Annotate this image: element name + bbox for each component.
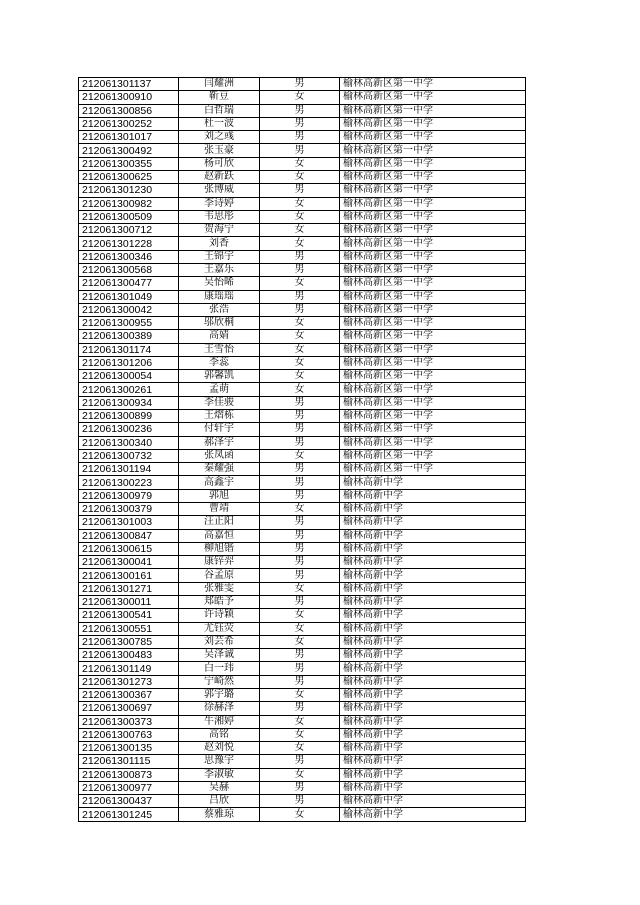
cell-exam-number: 212061301245	[79, 808, 179, 821]
cell-school: 榆林高新中学	[340, 742, 526, 755]
table-row	[79, 396, 526, 409]
table-row	[79, 104, 526, 117]
cell-student-name: 蔡雅琼	[179, 808, 260, 821]
cell-exam-number: 212061300899	[79, 410, 179, 423]
table-row	[79, 117, 526, 130]
cell-exam-number: 212061300492	[79, 144, 179, 157]
cell-exam-number: 212061300732	[79, 449, 179, 462]
cell-exam-number: 212061300977	[79, 781, 179, 794]
cell-student-name: 吴怡晞	[179, 277, 260, 290]
cell-exam-number: 212061300346	[79, 250, 179, 263]
cell-exam-number: 212061301174	[79, 343, 179, 356]
cell-school: 榆林高新中学	[340, 556, 526, 569]
cell-gender: 男	[260, 436, 340, 449]
cell-gender: 男	[260, 250, 340, 263]
cell-exam-number: 212061301206	[79, 356, 179, 369]
table-row	[79, 582, 526, 595]
cell-gender: 男	[260, 184, 340, 197]
table-row	[79, 556, 526, 569]
cell-student-name: 郑皓予	[179, 595, 260, 608]
cell-exam-number: 212061300615	[79, 542, 179, 555]
cell-student-name: 王熠栋	[179, 410, 260, 423]
cell-exam-number: 212061301149	[79, 662, 179, 675]
cell-gender: 女	[260, 210, 340, 223]
cell-student-name: 张凤函	[179, 449, 260, 462]
cell-school: 榆林高新中学	[340, 755, 526, 768]
cell-student-name: 白一玮	[179, 662, 260, 675]
cell-gender: 男	[260, 755, 340, 768]
cell-exam-number: 212061300135	[79, 742, 179, 755]
table-row	[79, 224, 526, 237]
cell-school: 榆林高新区第一中学	[340, 78, 526, 91]
table-row	[79, 423, 526, 436]
cell-exam-number: 212061300568	[79, 263, 179, 276]
cell-school: 榆林高新区第一中学	[340, 410, 526, 423]
cell-student-name: 尤钰荧	[179, 622, 260, 635]
cell-school: 榆林高新区第一中学	[340, 330, 526, 343]
cell-school: 榆林高新区第一中学	[340, 131, 526, 144]
cell-gender: 男	[260, 303, 340, 316]
cell-gender: 女	[260, 356, 340, 369]
cell-exam-number: 212061300054	[79, 370, 179, 383]
table-row	[79, 250, 526, 263]
table-row	[79, 383, 526, 396]
cell-exam-number: 212061301228	[79, 237, 179, 250]
table-row	[79, 303, 526, 316]
cell-school: 榆林高新区第一中学	[340, 210, 526, 223]
table-row	[79, 795, 526, 808]
table-row	[79, 755, 526, 768]
table-row	[79, 131, 526, 144]
table-row	[79, 237, 526, 250]
cell-school: 榆林高新区第一中学	[340, 104, 526, 117]
cell-gender: 男	[260, 463, 340, 476]
cell-student-name: 高婧	[179, 330, 260, 343]
cell-gender: 男	[260, 290, 340, 303]
cell-gender: 女	[260, 622, 340, 635]
cell-gender: 男	[260, 675, 340, 688]
cell-gender: 女	[260, 91, 340, 104]
cell-gender: 男	[260, 144, 340, 157]
table-row	[79, 410, 526, 423]
cell-gender: 男	[260, 649, 340, 662]
cell-exam-number: 212061301273	[79, 675, 179, 688]
cell-student-name: 王锦宇	[179, 250, 260, 263]
cell-student-name: 李蕊	[179, 356, 260, 369]
cell-exam-number: 212061300041	[79, 556, 179, 569]
cell-gender: 女	[260, 237, 340, 250]
cell-exam-number: 212061300379	[79, 503, 179, 516]
cell-exam-number: 212061300955	[79, 317, 179, 330]
cell-gender: 女	[260, 330, 340, 343]
cell-exam-number: 212061300509	[79, 210, 179, 223]
cell-student-name: 靳豆	[179, 91, 260, 104]
cell-student-name: 杨可欣	[179, 157, 260, 170]
table-row	[79, 356, 526, 369]
cell-student-name: 李淑敏	[179, 768, 260, 781]
cell-school: 榆林高新区第一中学	[340, 436, 526, 449]
cell-gender: 男	[260, 263, 340, 276]
cell-gender: 女	[260, 742, 340, 755]
cell-exam-number: 212061300483	[79, 649, 179, 662]
cell-school: 榆林高新中学	[340, 728, 526, 741]
cell-gender: 男	[260, 595, 340, 608]
table-row	[79, 781, 526, 794]
table-row	[79, 728, 526, 741]
table-row	[79, 91, 526, 104]
cell-exam-number: 212061300252	[79, 117, 179, 130]
cell-student-name: 思豫宇	[179, 755, 260, 768]
cell-exam-number: 212061300551	[79, 622, 179, 635]
cell-exam-number: 212061300712	[79, 224, 179, 237]
cell-school: 榆林高新区第一中学	[340, 449, 526, 462]
cell-gender: 女	[260, 635, 340, 648]
cell-exam-number: 212061300340	[79, 436, 179, 449]
cell-school: 榆林高新中学	[340, 635, 526, 648]
cell-gender: 女	[260, 197, 340, 210]
table-row	[79, 343, 526, 356]
cell-gender: 男	[260, 489, 340, 502]
cell-school: 榆林高新中学	[340, 688, 526, 701]
cell-exam-number: 212061300373	[79, 715, 179, 728]
cell-gender: 女	[260, 503, 340, 516]
cell-school: 榆林高新中学	[340, 662, 526, 675]
cell-school: 榆林高新区第一中学	[340, 263, 526, 276]
cell-exam-number: 212061301017	[79, 131, 179, 144]
cell-gender: 女	[260, 609, 340, 622]
cell-exam-number: 212061300541	[79, 609, 179, 622]
cell-school: 榆林高新区第一中学	[340, 423, 526, 436]
cell-gender: 女	[260, 370, 340, 383]
cell-school: 榆林高新区第一中学	[340, 237, 526, 250]
cell-gender: 男	[260, 662, 340, 675]
cell-gender: 女	[260, 170, 340, 183]
cell-gender: 男	[260, 529, 340, 542]
cell-exam-number: 212061300910	[79, 91, 179, 104]
cell-student-name: 郝泽宇	[179, 436, 260, 449]
cell-school: 榆林高新区第一中学	[340, 91, 526, 104]
cell-student-name: 康锌羿	[179, 556, 260, 569]
cell-student-name: 曹靖	[179, 503, 260, 516]
cell-exam-number: 212061300934	[79, 396, 179, 409]
cell-exam-number: 212061300856	[79, 104, 179, 117]
cell-school: 榆林高新中学	[340, 781, 526, 794]
cell-student-name: 吴赫	[179, 781, 260, 794]
cell-school: 榆林高新中学	[340, 622, 526, 635]
cell-school: 榆林高新中学	[340, 649, 526, 662]
cell-school: 榆林高新区第一中学	[340, 170, 526, 183]
cell-school: 榆林高新区第一中学	[340, 250, 526, 263]
cell-school: 榆林高新区第一中学	[340, 290, 526, 303]
cell-student-name: 邬欣桐	[179, 317, 260, 330]
cell-exam-number: 212061301003	[79, 516, 179, 529]
cell-exam-number: 212061300477	[79, 277, 179, 290]
cell-gender: 男	[260, 117, 340, 130]
cell-gender: 女	[260, 224, 340, 237]
table-row	[79, 715, 526, 728]
cell-school: 榆林高新中学	[340, 675, 526, 688]
table-row	[79, 489, 526, 502]
cell-gender: 男	[260, 781, 340, 794]
table-row	[79, 649, 526, 662]
cell-exam-number: 212061300763	[79, 728, 179, 741]
cell-student-name: 高鑫宇	[179, 476, 260, 489]
cell-student-name: 宁崎然	[179, 675, 260, 688]
cell-school: 榆林高新中学	[340, 476, 526, 489]
cell-exam-number: 212061300042	[79, 303, 179, 316]
table-row	[79, 569, 526, 582]
cell-student-name: 秦耀强	[179, 463, 260, 476]
cell-exam-number: 212061301137	[79, 78, 179, 91]
cell-student-name: 牛湘婷	[179, 715, 260, 728]
cell-school: 榆林高新区第一中学	[340, 463, 526, 476]
cell-school: 榆林高新中学	[340, 529, 526, 542]
table-row	[79, 170, 526, 183]
cell-school: 榆林高新区第一中学	[340, 157, 526, 170]
cell-school: 榆林高新中学	[340, 569, 526, 582]
cell-exam-number: 212061300261	[79, 383, 179, 396]
cell-school: 榆林高新区第一中学	[340, 184, 526, 197]
cell-school: 榆林高新区第一中学	[340, 303, 526, 316]
cell-gender: 男	[260, 396, 340, 409]
cell-exam-number: 212061300873	[79, 768, 179, 781]
cell-exam-number: 212061300437	[79, 795, 179, 808]
cell-exam-number: 212061301271	[79, 582, 179, 595]
cell-school: 榆林高新区第一中学	[340, 224, 526, 237]
table-row	[79, 516, 526, 529]
cell-student-name: 刘香	[179, 237, 260, 250]
cell-student-name: 郭宇璐	[179, 688, 260, 701]
cell-gender: 女	[260, 157, 340, 170]
cell-school: 榆林高新区第一中学	[340, 317, 526, 330]
cell-student-name: 张玉豪	[179, 144, 260, 157]
cell-school: 榆林高新中学	[340, 702, 526, 715]
cell-exam-number: 212061300355	[79, 157, 179, 170]
table-row	[79, 210, 526, 223]
cell-exam-number: 212061300389	[79, 330, 179, 343]
cell-school: 榆林高新中学	[340, 595, 526, 608]
cell-gender: 男	[260, 702, 340, 715]
table-row	[79, 635, 526, 648]
cell-student-name: 闫耀洲	[179, 78, 260, 91]
cell-exam-number: 212061300011	[79, 595, 179, 608]
cell-exam-number: 212061301230	[79, 184, 179, 197]
cell-gender: 女	[260, 383, 340, 396]
table-row	[79, 595, 526, 608]
cell-gender: 女	[260, 343, 340, 356]
table-row	[79, 808, 526, 821]
cell-school: 榆林高新区第一中学	[340, 117, 526, 130]
table-row	[79, 449, 526, 462]
table-row	[79, 277, 526, 290]
cell-student-name: 郭馨凯	[179, 370, 260, 383]
cell-exam-number: 212061301115	[79, 755, 179, 768]
table-row	[79, 263, 526, 276]
cell-gender: 女	[260, 317, 340, 330]
cell-student-name: 孟萌	[179, 383, 260, 396]
table-row	[79, 702, 526, 715]
cell-exam-number: 212061300367	[79, 688, 179, 701]
cell-gender: 女	[260, 277, 340, 290]
cell-student-name: 张博威	[179, 184, 260, 197]
cell-student-name: 柳旭锴	[179, 542, 260, 555]
table-row	[79, 78, 526, 91]
cell-school: 榆林高新中学	[340, 808, 526, 821]
cell-student-name: 赵刘悦	[179, 742, 260, 755]
cell-student-name: 贺海宁	[179, 224, 260, 237]
cell-gender: 女	[260, 728, 340, 741]
cell-student-name: 付轩宇	[179, 423, 260, 436]
cell-school: 榆林高新中学	[340, 516, 526, 529]
cell-school: 榆林高新区第一中学	[340, 343, 526, 356]
cell-student-name: 王嘉乐	[179, 263, 260, 276]
cell-student-name: 谷孟原	[179, 569, 260, 582]
cell-school: 榆林高新区第一中学	[340, 356, 526, 369]
cell-school: 榆林高新中学	[340, 768, 526, 781]
table-row	[79, 476, 526, 489]
cell-exam-number: 212061300785	[79, 635, 179, 648]
cell-school: 榆林高新中学	[340, 715, 526, 728]
student-table-body	[79, 78, 526, 822]
cell-student-name: 赵新跃	[179, 170, 260, 183]
cell-exam-number: 212061300161	[79, 569, 179, 582]
cell-student-name: 许诗颖	[179, 609, 260, 622]
cell-gender: 女	[260, 582, 340, 595]
table-row	[79, 529, 526, 542]
table-row	[79, 317, 526, 330]
cell-student-name: 王雪怡	[179, 343, 260, 356]
cell-student-name: 高铭	[179, 728, 260, 741]
cell-exam-number: 212061300223	[79, 476, 179, 489]
table-row	[79, 197, 526, 210]
table-row	[79, 609, 526, 622]
cell-exam-number: 212061300625	[79, 170, 179, 183]
table-row	[79, 436, 526, 449]
cell-gender: 女	[260, 715, 340, 728]
table-row	[79, 768, 526, 781]
cell-gender: 男	[260, 569, 340, 582]
table-row	[79, 542, 526, 555]
table-row	[79, 742, 526, 755]
cell-student-name: 杜一波	[179, 117, 260, 130]
table-row	[79, 463, 526, 476]
cell-school: 榆林高新中学	[340, 503, 526, 516]
table-row	[79, 688, 526, 701]
cell-exam-number: 212061300979	[79, 489, 179, 502]
cell-gender: 男	[260, 542, 340, 555]
cell-school: 榆林高新中学	[340, 582, 526, 595]
cell-student-name: 汪正阳	[179, 516, 260, 529]
table-row	[79, 184, 526, 197]
cell-student-name: 郭旭	[179, 489, 260, 502]
cell-school: 榆林高新中学	[340, 609, 526, 622]
cell-exam-number: 212061301194	[79, 463, 179, 476]
cell-school: 榆林高新中学	[340, 542, 526, 555]
cell-student-name: 康瑶瑶	[179, 290, 260, 303]
cell-gender: 男	[260, 78, 340, 91]
cell-student-name: 刘之彧	[179, 131, 260, 144]
table-row	[79, 622, 526, 635]
cell-gender: 男	[260, 104, 340, 117]
cell-gender: 女	[260, 768, 340, 781]
cell-student-name: 张浩	[179, 303, 260, 316]
table-row	[79, 290, 526, 303]
cell-gender: 男	[260, 476, 340, 489]
cell-school: 榆林高新区第一中学	[340, 144, 526, 157]
cell-student-name: 白哲瑞	[179, 104, 260, 117]
cell-gender: 女	[260, 688, 340, 701]
cell-student-name: 吕欣	[179, 795, 260, 808]
cell-exam-number: 212061300847	[79, 529, 179, 542]
table-row	[79, 330, 526, 343]
cell-student-name: 吴泽诚	[179, 649, 260, 662]
cell-student-name: 刘芸希	[179, 635, 260, 648]
cell-gender: 男	[260, 131, 340, 144]
table-row	[79, 662, 526, 675]
table-row	[79, 675, 526, 688]
cell-exam-number: 212061300236	[79, 423, 179, 436]
cell-student-name: 李诗婷	[179, 197, 260, 210]
cell-student-name: 李佳骏	[179, 396, 260, 409]
cell-exam-number: 212061301049	[79, 290, 179, 303]
cell-school: 榆林高新区第一中学	[340, 396, 526, 409]
cell-gender: 男	[260, 556, 340, 569]
cell-school: 榆林高新区第一中学	[340, 277, 526, 290]
table-row	[79, 503, 526, 516]
cell-student-name: 高嘉恒	[179, 529, 260, 542]
table-row	[79, 370, 526, 383]
cell-gender: 女	[260, 808, 340, 821]
cell-exam-number: 212061300697	[79, 702, 179, 715]
cell-student-name: 韦思彤	[179, 210, 260, 223]
cell-gender: 男	[260, 410, 340, 423]
table-row	[79, 157, 526, 170]
table-row	[79, 144, 526, 157]
cell-gender: 男	[260, 423, 340, 436]
cell-school: 榆林高新区第一中学	[340, 383, 526, 396]
cell-school: 榆林高新中学	[340, 489, 526, 502]
cell-gender: 男	[260, 795, 340, 808]
cell-student-name: 张雅雯	[179, 582, 260, 595]
cell-student-name: 徐赫泽	[179, 702, 260, 715]
cell-exam-number: 212061300982	[79, 197, 179, 210]
cell-school: 榆林高新区第一中学	[340, 370, 526, 383]
cell-school: 榆林高新中学	[340, 795, 526, 808]
cell-gender: 男	[260, 516, 340, 529]
cell-gender: 女	[260, 449, 340, 462]
cell-school: 榆林高新区第一中学	[340, 197, 526, 210]
student-table	[78, 77, 526, 822]
